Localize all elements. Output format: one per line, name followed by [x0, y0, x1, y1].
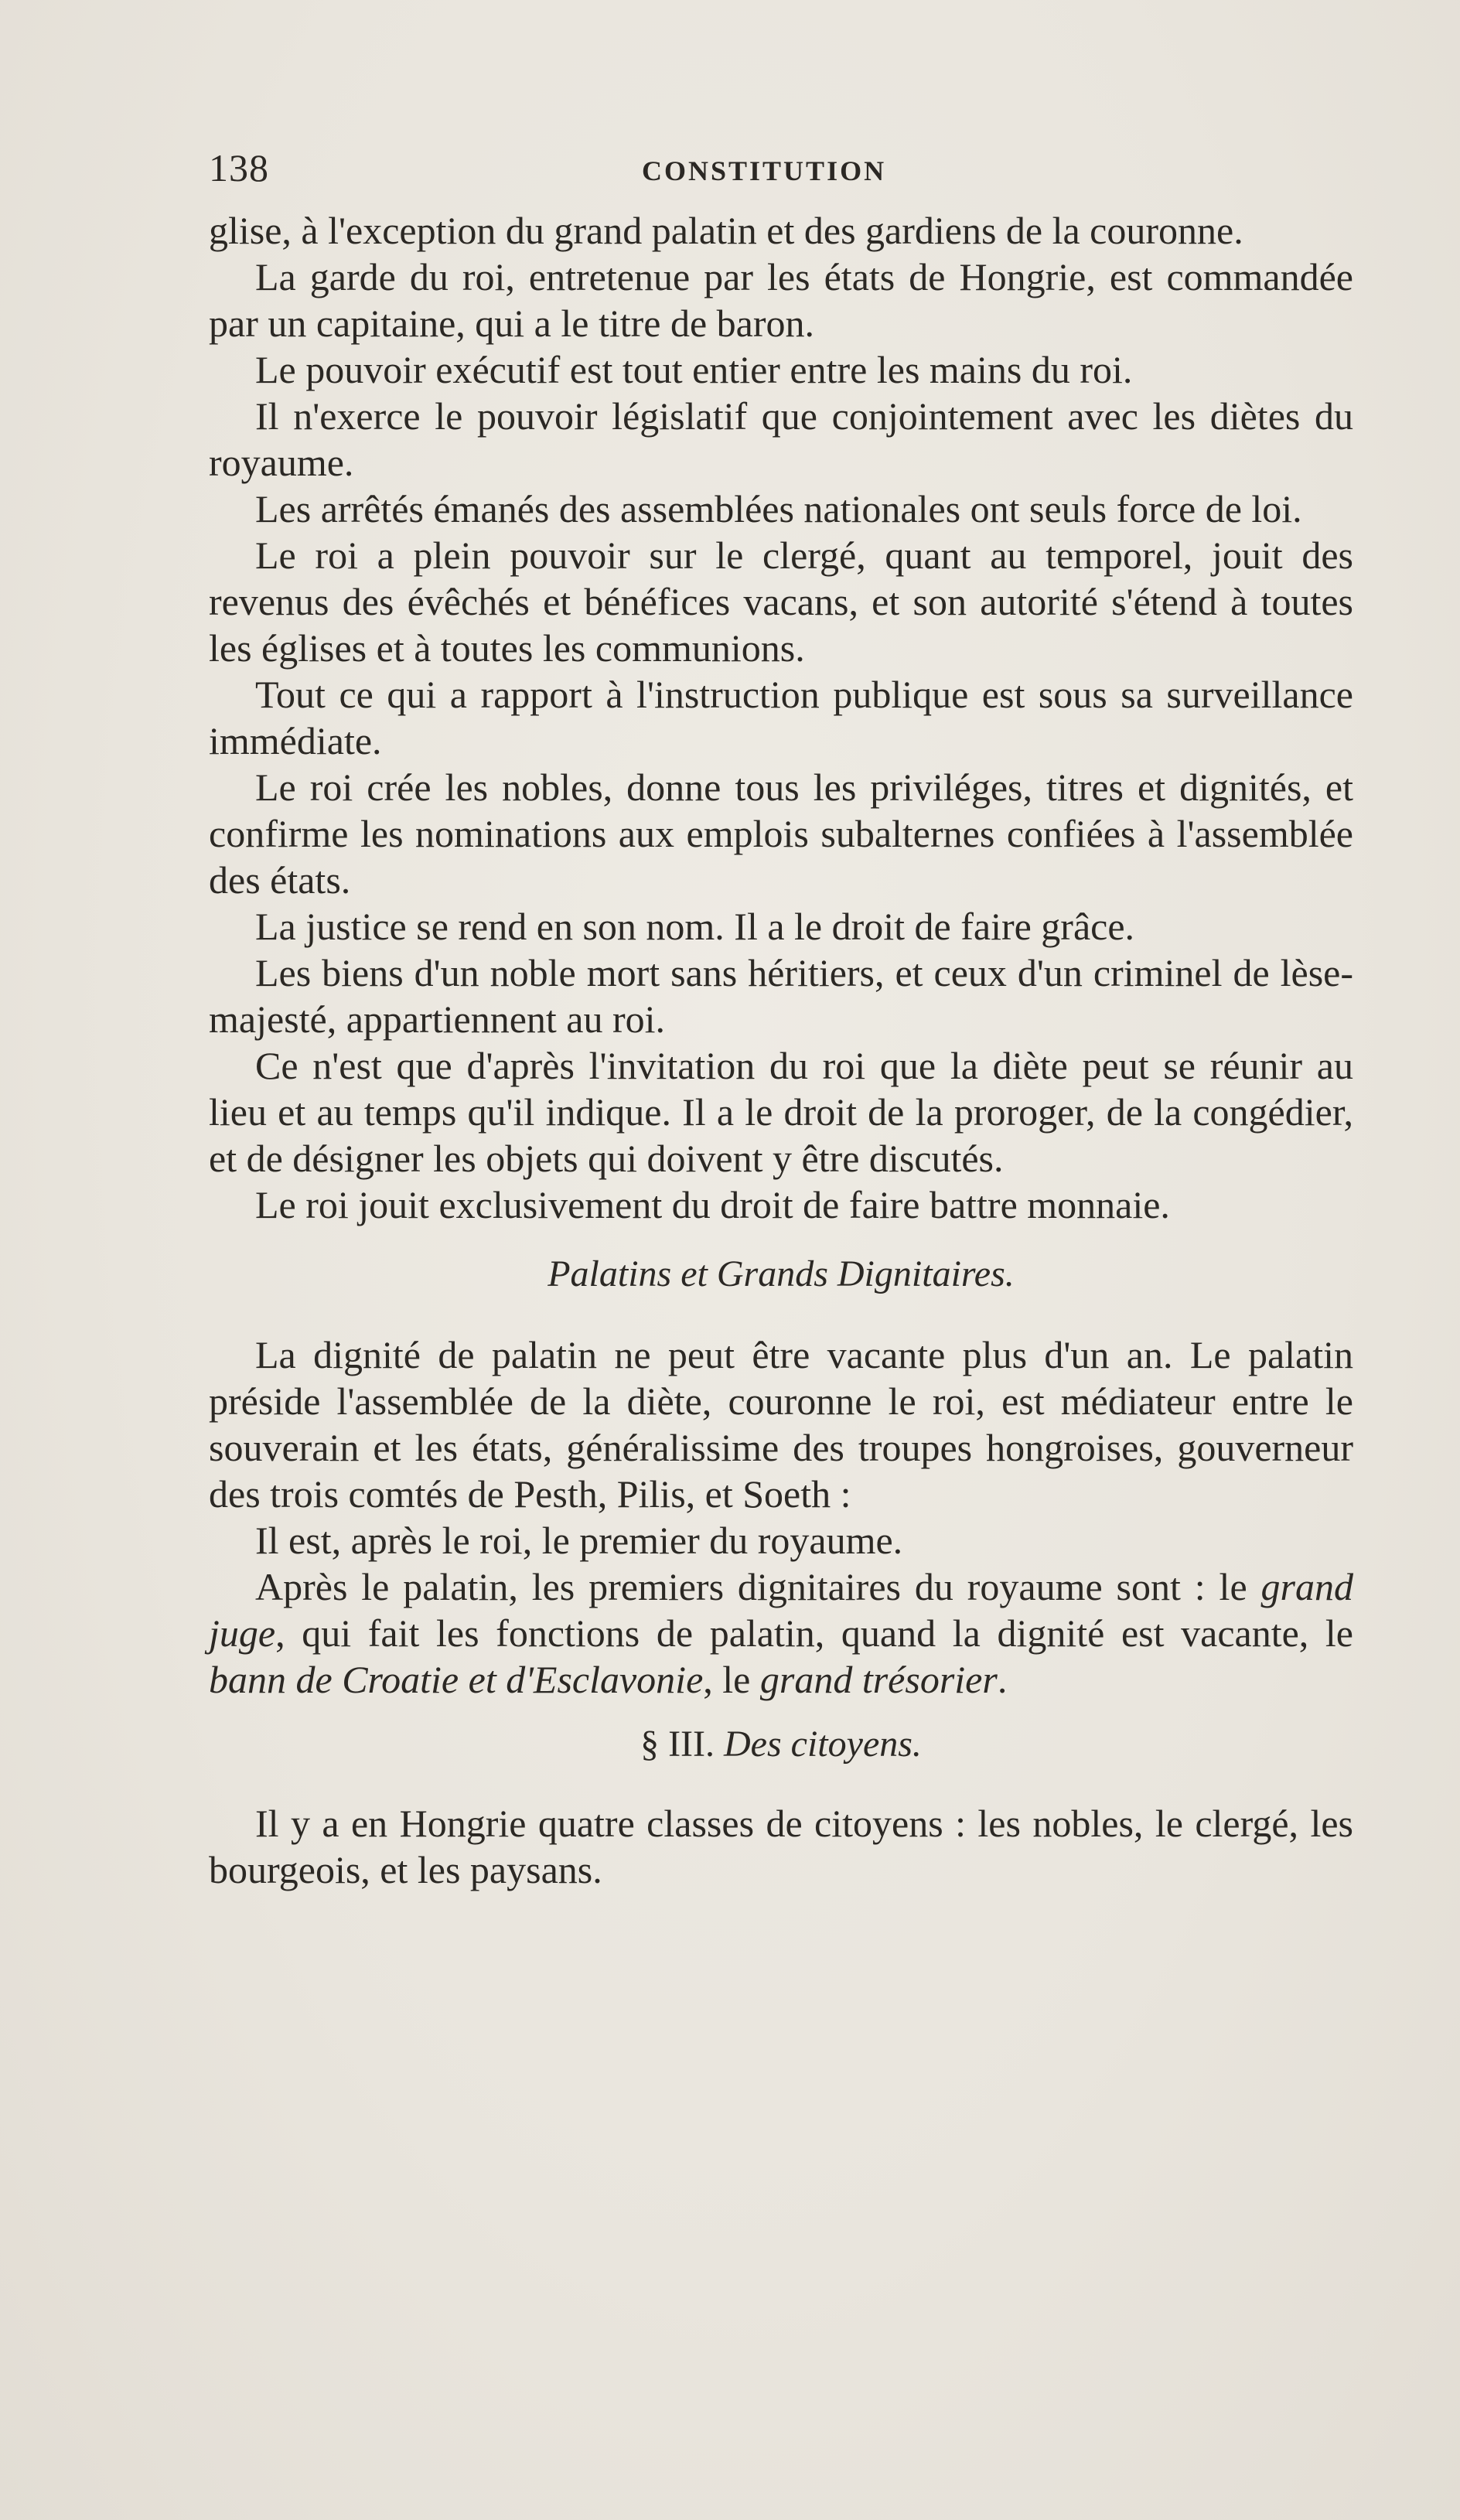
page-number: 138 — [209, 146, 269, 189]
bann-term: bann de Croatie et d'Esclavonie — [209, 1658, 704, 1701]
section-title: Palatins et Grands Dignitaires. — [548, 1253, 1015, 1294]
paragraph-group-palatin — [209, 1332, 1353, 1563]
paragraph-dignitaires — [209, 1563, 1353, 1703]
section-heading — [209, 1721, 1353, 1768]
paragraph: Le roi a plein pouvoir sur le clergé, quant au temporel, jouit des revenus des évêchés et bénéfices vacans, et son autorité s'étend à toutes les églises et à toutes les communions. — [209, 534, 1353, 670]
paragraph: Il n'exerce le pouvoir législatif que conjointement avec les diètes du royaume. — [209, 394, 1353, 484]
section-number: § III. — [640, 1724, 715, 1765]
paragraph-group-citoyens — [209, 1800, 1353, 1893]
body-text — [209, 207, 1353, 1893]
paragraph: Ce n'est que d'après l'invitation du roi que la diète peut se réunir au lieu et au temps qu'il indique. Il a le droit de la proroger, de la congédier, et de désigner les objets qui doivent y être discutés. — [209, 1044, 1353, 1180]
grand-juge-term: grand juge — [209, 1565, 1353, 1655]
paragraph: glise, à l'exception du grand palatin et des gardiens de la couronne. — [209, 209, 1243, 252]
paragraph: Il y a en Hongrie quatre classes de citoyens : les nobles, le clergé, les bourgeois, et les paysans. — [209, 1802, 1353, 1891]
paragraph: Tout ce qui a rapport à l'instruction publique est sous sa surveillance immédiate. — [209, 673, 1353, 762]
paragraph: La dignité de palatin ne peut être vacante plus d'un an. Le palatin préside l'assemblée de la diète, couronne le roi, est médiateur entre le souverain et les états, généralissime des troupes hongroises, gouverneur des trois comtés de Pesth, Pilis, et Soeth : — [209, 1333, 1353, 1516]
page-header — [209, 145, 1353, 192]
tresorier-term: grand trésorier — [759, 1658, 998, 1701]
dignitaires-text-2: , qui fait les fonctions de palatin, quand la dignité est vacante, le — [275, 1611, 1353, 1655]
paragraph-group-royal-powers — [209, 207, 1353, 1228]
paragraph: Il est, après le roi, le premier du royaume. — [255, 1519, 903, 1562]
paragraph: Le roi crée les nobles, donne tous les priviléges, titres et dignités, et confirme les nominations aux emplois subalternes confiées à l'assemblée des états. — [209, 766, 1353, 902]
section-heading-title: Des citoyens. — [724, 1724, 922, 1765]
dignitaires-text-3: , le — [703, 1658, 760, 1701]
paragraph: La justice se rend en son nom. Il a le droit de faire grâce. — [255, 905, 1135, 948]
paragraph: Le roi jouit exclusivement du droit de faire battre monnaie. — [255, 1183, 1170, 1226]
paragraph: La garde du roi, entretenue par les états de Hongrie, est commandée par un capitaine, qui a le titre de baron. — [209, 255, 1353, 345]
dignitaires-text-1: Après le palatin, les premiers dignitaires du royaume sont : le — [255, 1565, 1261, 1608]
paragraph: Les arrêtés émanés des assemblées nationales ont seuls force de loi. — [255, 487, 1302, 530]
running-head: CONSTITUTION — [642, 155, 887, 186]
paragraph: Les biens d'un noble mort sans héritiers, et ceux d'un criminel de lèse-majesté, appartiennent au roi. — [209, 951, 1353, 1041]
paragraph: Le pouvoir exécutif est tout entier entre les mains du roi. — [255, 348, 1133, 391]
dignitaires-text-4: . — [997, 1658, 1008, 1701]
